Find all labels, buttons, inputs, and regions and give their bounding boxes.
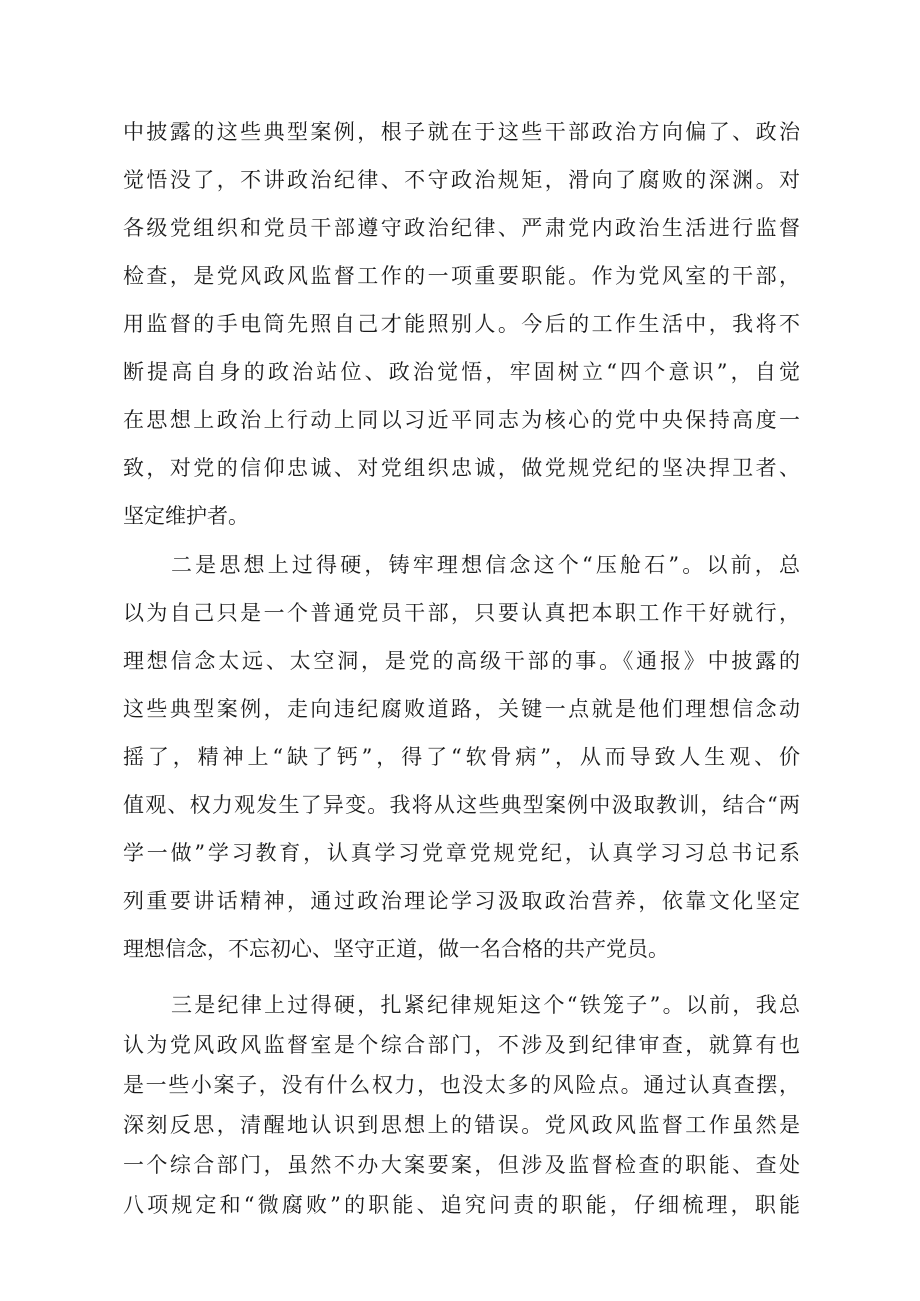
paragraph-line: 一个综合部门，虽然不办大案要案，但涉及监督检查的职能、查处 [123,1153,800,1177]
paragraph-line: 坚定维护者。 [123,504,249,528]
paragraph-line: 在思想上政治上行动上同以习近平同志为核心的党中央保持高度一 [123,408,800,432]
paragraph-line: 各级党组织和党员干部遵守政治纪律、严肃党内政治生活进行监督 [123,216,800,240]
paragraph-line: 摇了，精神上“缺了钙”，得了“软骨病”，从而导致人生观、价 [123,745,800,769]
paragraph-line: 致，对党的信仰忠诚、对党组织忠诚，做党规党纪的坚决捍卫者、 [123,456,800,480]
paragraph-line: 是一些小案子，没有什么权力，也没太多的风险点。通过认真查摆， [123,1073,800,1097]
paragraph-line: 觉悟没了，不讲政治纪律、不守政治规矩，滑向了腐败的深渊。对 [123,168,800,192]
paragraph-line: 理想信念太远、太空洞，是党的高级干部的事。《通报》中披露的 [123,649,800,673]
paragraph-line: 检查，是党风政风监督工作的一项重要职能。作为党风室的干部， [123,264,800,288]
paragraph-line: 二是思想上过得硬，铸牢理想信念这个“压舱石”。以前，总 [171,553,800,577]
paragraph-line: 断提高自身的政治站位、政治觉悟，牢固树立“四个意识”，自觉 [123,360,800,384]
paragraph-line: 深刻反思，清醒地认识到思想上的错误。党风政风监督工作虽然是 [123,1113,800,1137]
paragraph-line: 列重要讲话精神，通过政治理论学习汲取政治营养，依靠文化坚定 [123,889,800,913]
paragraph-line: 用监督的手电筒先照自己才能照别人。今后的工作生活中，我将不 [123,312,800,336]
paragraph-line: 认为党风政风监督室是个综合部门，不涉及到纪律审查，就算有也 [123,1033,800,1057]
paragraph-line: 学一做”学习教育，认真学习党章党规党纪，认真学习习总书记系 [123,841,800,865]
paragraph-line: 理想信念，不忘初心、坚守正道，做一名合格的共产党员。 [123,937,669,961]
paragraph-line: 中披露的这些典型案例，根子就在于这些干部政治方向偏了、政治 [123,120,800,144]
paragraph-line: 这些典型案例，走向违纪腐败道路，关键一点就是他们理想信念动 [123,697,800,721]
paragraph-line: 八项规定和“微腐败”的职能、追究问责的职能，仔细梳理，职能 [123,1193,800,1217]
paragraph-line: 以为自己只是一个普通党员干部，只要认真把本职工作干好就行， [123,601,800,625]
paragraph-line: 值观、权力观发生了异变。我将从这些典型案例中汲取教训，结合“两 [123,793,800,817]
paragraph-line: 三是纪律上过得硬，扎紧纪律规矩这个“铁笼子”。以前，我总 [171,993,800,1017]
